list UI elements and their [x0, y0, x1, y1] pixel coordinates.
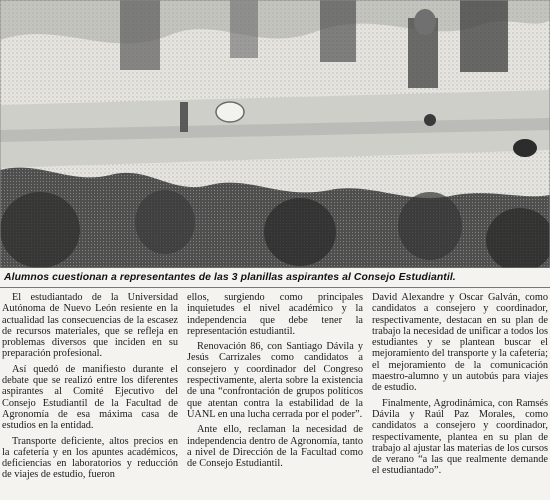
article-column-1	[2, 292, 178, 500]
article-column-3	[372, 292, 548, 500]
paragraph: El estudiantado de la Universidad Autónoma de Nuevo León resiente en la actualidad las consecuencias de la escasez de recursos materiales, que se refleja en problemas diversos que inciden en su preparación profesional.	[2, 292, 178, 360]
caption-divider	[0, 287, 550, 288]
paragraph: Ante ello, reclaman la necesidad de independencia dentro de Agronomía, tanto a nivel de Dirección de la Facultad como de Consejo Estudiantil.	[187, 424, 363, 470]
article-column-2	[187, 292, 363, 500]
paragraph: ellos, surgiendo como principales inquietudes el nivel académico y la independencia que debe tener la representación estudiantil.	[187, 292, 363, 337]
photo-caption: Alumnos cuestionan a representantes de las 3 planillas aspirantes al Consejo Estudiantil.	[4, 272, 456, 283]
paragraph: Finalmente, Agrodinámica, con Ramsés Dávila y Raúl Paz Morales, como candidatos a consejero y coordinador, respectivamente, plantea en su plan de trabajo al ajustar las materias de los cursos de verano “a las que realmente demande el estudiantado”.	[372, 397, 548, 477]
paragraph: Renovación 86, con Santiago Dávila y Jesús Carrizales como candidatos a consejero y coordinador del Congreso respectivamente, alerta sobre la existencia de una “confrontación de grupos políticos que atentan contra la estabilidad de la UANL en una lucha cerrada por el poder”.	[187, 341, 363, 420]
paragraph: David Alexandre y Oscar Galván, como candidatos a consejero y coordinador, respectivamente, destacan en su plan de trabajo la necesidad de unificar a todos los estudiantes y se plantean buscar el mejoramiento del transporte y la cafetería; el mejoramiento de la comunicación maestro-alumno y un autobús para viajes de estudio.	[372, 292, 548, 394]
paragraph: Transporte deficiente, altos precios en la cafetería y en los apuntes académicos, deficiencias en laboratorios y reducción de viajes de estudio, fueron	[2, 435, 178, 481]
paragraph: Así quedó de manifiesto durante el debate que se realizó entre los diferentes aspirantes al Comité Ejecutivo del Consejo Estudiantil de la Facultad de Agronomía de esa máxima casa de estudios en la entidad.	[2, 363, 178, 432]
